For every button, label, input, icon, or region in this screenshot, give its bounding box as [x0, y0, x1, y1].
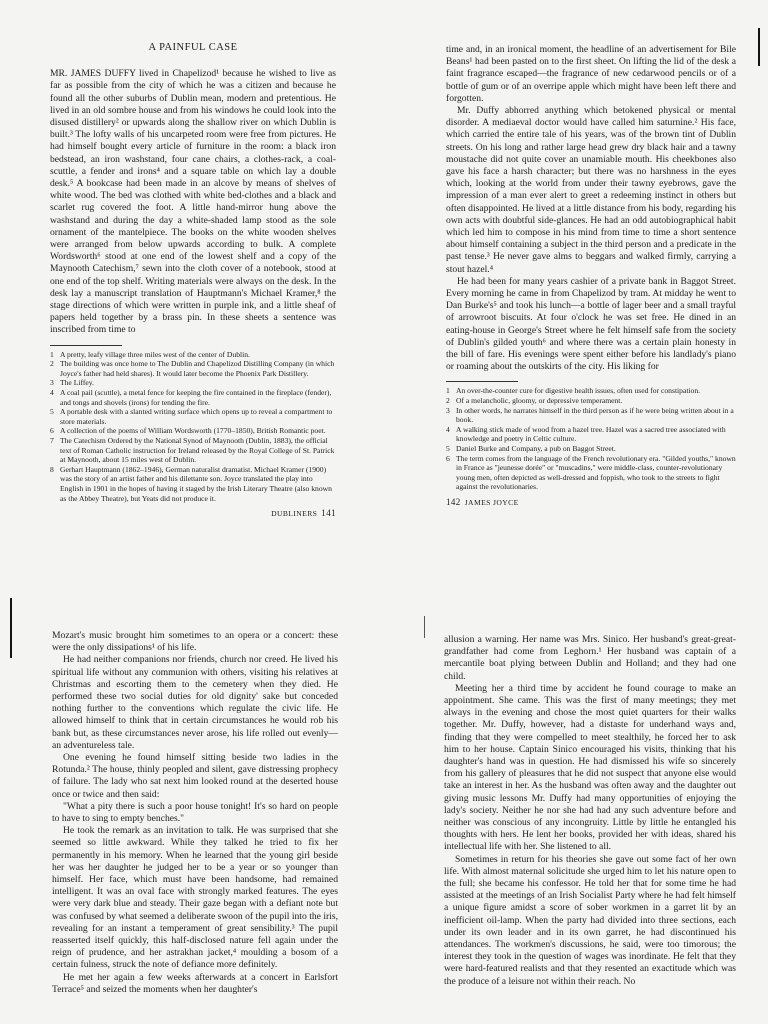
footnote [446, 396, 736, 406]
body-paragraph: Mozart's music brought him sometimes to an opera or a concert: these were the only dissipations¹ of his life. [52, 630, 338, 654]
footnote-number: 1 [50, 349, 54, 359]
footnote-number: 5 [446, 444, 450, 454]
page-number: 141 [321, 508, 336, 519]
footnote [446, 386, 736, 396]
footnote-text: The building was once home to The Dublin and Chapelizod Distilling Company (in which Joyce's father had held shares). It would later become the Phoenix Park Distillery. [60, 359, 335, 378]
footnote-number: 5 [50, 407, 54, 417]
footnote-text: Gerhart Hauptmann (1862–1946), German naturalist dramatist. Michael Kramer (1900) was the story of an artist father and his dilettante son. Joyce translated the play into English in 1901 in the hopes of having it staged by the Irish Literary Theatre (also known as the Abbey Theatre), but Yeats did not produce it. [60, 464, 332, 503]
footnote-text: A pretty, leafy village three miles west of the center of Dublin. [60, 349, 250, 359]
body-paragraph: Sometimes in return for his theories she gave out some fact of her own life. With almost maternal solicitude she urged him to let his nature open to the full; she became his confessor. He told her that for some time he had assisted at the meetings of an Irish Socialist Party where he had felt himself a unique figure amidst a score of sober workmen in a garret lit by an inefficient oil-lamp. When the party had divided into three sections, each under its own leader and in its own garret, he had discontinued his attendances. The workmen's discussions, he said, were too timorous; the interest they took in the question of wages was inordinate. He felt that they were hard-featured realists and that they resented an exactitude which was the produce of a leisure not within their reach. No [444, 853, 736, 987]
footnote-text: Of a melancholic, gloomy, or depressive temperament. [456, 396, 623, 406]
running-footer [50, 507, 336, 520]
footnote [50, 388, 336, 407]
body-paragraph: He had been for many years cashier of a private bank in Baggot Street. Every morning he came in from Chapelizod by tram. At midday he went to Dan Burke's⁵ and took his lunch—a bottle of lager beer and a small trayful of arrowroot biscuits. At four o'clock he was set free. He dined in an eating-house in George's Street where he felt himself safe from the society of Dublin's gilded youth⁶ and where there was a certain plain honesty in the bill of fare. His evenings were spent either before his landlady's piano or roaming about the outskirts of the city. His liking for [446, 275, 736, 373]
footnote [446, 444, 736, 454]
body-paragraph: time and, in an ironical moment, the headline of an advertisement for Bile Beans¹ had been pasted on to the first sheet. On lifting the lid of the desk a faint fragrance escaped—the fragrance of new cedarwood pencils or of a bottle of gum or of an overripe apple which might have been left there and forgotten. [446, 44, 736, 104]
running-footer [446, 496, 736, 509]
footnote-text: The Liffey. [60, 378, 94, 388]
body-paragraph: MR. JAMES DUFFY lived in Chapelizod¹ because he wished to live as far as possible from the city of which he was a citizen and because he found all the other suburbs of Dublin mean, modern and pretentious. He lived in an old sombre house and from his windows he could look into the disused distillery² or upwards along the shallow river on which Dublin is built.³ The lofty walls of his uncarpeted room were free from pictures. He had himself bought every article of furniture in the room: a black iron bedstead, an iron washstand, four cane chairs, a clothes-rack, a coal-scuttle, a fender and irons⁴ and a square table on which lay a double desk.⁵ A bookcase had been made in an alcove by means of shelves of white wood. The bed was clothed with white bed-clothes and a black and scarlet rug covered the foot. A little hand-mirror hung above the washstand and during the day a white-shaded lamp stood as the sole ornament of the mantelpiece. The books on the white wooden shelves were arranged from below upwards according to bulk. A complete Wordsworth⁶ stood at one end of the lowest shelf and a copy of the Maynooth Catechism,⁷ sewn into the cloth cover of a notebook, stood at one end of the top shelf. Writing materials were always on the desk. In the desk lay a manuscript translation of Hauptmann's Michael Kramer,⁸ the stage directions of which were written in purple ink, and a little sheaf of papers held together by a brass pin. In these sheets a sentence was inscribed from time to [50, 68, 336, 336]
footnote-number: 6 [50, 426, 54, 436]
page-141 [50, 42, 336, 519]
body-paragraph: He had neither companions nor friends, church nor creed. He lived his spiritual life without any communion with others, visiting his relatives at Christmas and escorting them to the cemetery when they died. He performed these two social duties for old dignity' sake but conceded nothing further to the conventions which regulate the civic life. He allowed himself to think that in certain circumstances he would rob his bank but, as these circumstances never arose, his life rolled out evenly—an adventureless tale. [52, 654, 338, 751]
footnote-number: 3 [446, 405, 450, 415]
footnote-text: In other words, he narrates himself in the third person as if he were being written about in a book. [456, 405, 734, 425]
footnote-number: 7 [50, 436, 54, 446]
footnote-text: The term comes from the language of the French revolutionary era. "Gilded youths," known in France as "jeunesse dorée" or "muscadins," were middle-class, counter-revolutionary young men, often depicted as well-dressed and foppish, who took to the streets to fight against the revolutionaries. [456, 453, 736, 492]
footnote-number: 4 [50, 388, 54, 398]
footnote-text: An over-the-counter cure for digestive health issues, often used for constipation. [456, 386, 701, 396]
body-paragraph: He met her again a few weeks afterwards at a concert in Earlsfort Terrace⁵ and seized the moments when her daughter's [52, 971, 338, 995]
body-paragraph: Mr. Duffy abhorred anything which betokened physical or mental disorder. A mediaeval doctor would have called him saturnine.² His face, which carried the entire tale of his years, was of the brown tint of Dublin streets. On his long and rather large head grew dry black hair and a tawny moustache did not quite cover an unamiable mouth. His cheekbones also gave his face a harsh character; but there was no harshness in the eyes which, looking at the world from under their tawny eyebrows, gave the impression of a man ever alert to greet a redeeming instinct in others but often disappointed. He lived at a little distance from his body, regarding his own acts with doubtful side-glances. He had an odd autobiographical habit which led him to compose in his mind from time to time a short sentence about himself containing a subject in the third person and a predicate in the past tense.³ He never gave alms to beggars and walked firmly, carrying a stout hazel.⁴ [446, 105, 736, 275]
footnote-number: 1 [446, 386, 450, 396]
footnote-text: A walking stick made of wood from a hazel tree. Hazel was a sacred tree associated with knowledge and poetry in Celtic culture. [456, 424, 726, 444]
footnote [50, 407, 336, 426]
running-head: DUBLINERS [271, 509, 318, 519]
body-paragraph: He took the remark as an invitation to talk. He was surprised that she seemed so little awkward. While they talked he tried to fix her permanently in his memory. When he learned that the young girl beside her was her daughter he judged her to be a year or so younger than himself. Her face, which must have been handsome, had remained intelligent. It was an oval face with strongly marked features. The eyes were very dark blue and steady. Their gaze began with a defiant note but was confused by what seemed a deliberate swoon of the pupil into the iris, revealing for an instant a temperament of great sensibility.³ The pupil reasserted itself quickly, this half-disclosed nature fell again under the reign of prudence, and her astrakhan jacket,⁴ moulding a bosom of a certain fulness, struck the note of defiance more definitely. [52, 825, 338, 971]
footnote [50, 436, 336, 465]
story-title: A PAINFUL CASE [148, 42, 238, 53]
footnote-text: A coal pail (scuttle), a metal fence for keeping the fire contained in the fireplace (fender), and tongs and shovels (irons) for tending the fire. [60, 388, 332, 407]
footnote-number: 2 [50, 359, 54, 369]
footnote-text: The Catechism Ordered by the National Synod of Maynooth (Dublin, 1883), the official text of Roman Catholic instruction for Ireland released by the Royal College of St. Patrick at Maynooth, about 15 miles west of Dublin. [60, 436, 335, 465]
footnote [446, 406, 736, 425]
running-head: JAMES JOYCE [464, 498, 519, 508]
footnote [446, 454, 736, 492]
body-paragraph: "What a pity there is such a poor house tonight! It's so hard on people to have to sing to empty benches." [52, 800, 338, 825]
footnote-number: 4 [446, 424, 450, 434]
page-144 [444, 634, 736, 1024]
footnote [446, 425, 736, 444]
body-paragraph: Meeting her a third time by accident he found courage to make an appointment. She came. This was the first of many meetings; they met always in the evening and chose the most quiet quarters for their walks together. Mr. Duffy, however, had a distaste for underhand ways and, finding that they were compelled to meet stealthily, he forced her to ask him to her house. Captain Sinico encouraged his visits, thinking that his daughter's hand was in question. He had dismissed his wife so sincerely from his gallery of pleasures that he did not suspect that anyone else would take an interest in her. As the husband was often away and the daughter out giving music lessons Mr. Duffy had many opportunities of enjoying the lady's society. Neither he nor she had had any such adventure before and neither was conscious of any incongruity. Little by little he entangled his thoughts with hers. He lent her books, provided her with ideas, shared his intellectual life with her. She listened to all. [444, 682, 736, 853]
footnote-number: 2 [446, 396, 450, 406]
page-142 [446, 44, 736, 514]
body-paragraph: One evening he found himself sitting beside two ladies in the Rotunda.² The house, thinly peopled and silent, gave distressing prophecy of failure. The lady who sat next him looked round at the deserted house once or twice and then said: [52, 752, 338, 800]
footnote-number: 3 [50, 378, 54, 388]
footnote-text: Daniel Burke and Company, a pub on Baggot Street. [456, 444, 616, 454]
footnote [50, 426, 336, 436]
body-paragraph: allusion a warning. Her name was Mrs. Sinico. Her husband's great-great-grandfather had come from Leghorn.¹ Her husband was captain of a mercantile boat plying between Dublin and Holland; and they had one child. [444, 634, 736, 682]
page-number: 142 [446, 497, 461, 508]
page-143 [52, 630, 338, 1024]
footnote-rule [50, 345, 122, 346]
footnote [50, 359, 336, 378]
footnote-number: 6 [446, 453, 450, 463]
footnote [50, 378, 336, 388]
footnote [50, 465, 336, 503]
footnote-text: A collection of the poems of William Wordsworth (1770–1850), British Romantic poet. [60, 426, 326, 436]
page-edge-shadow [424, 616, 425, 638]
page-edge-shadow [758, 28, 760, 66]
footnote-number: 8 [50, 464, 54, 474]
page-edge-shadow [10, 598, 12, 658]
footnote-text: A portable desk with a slanted writing surface which opens up to reveal a compartment to store materials. [60, 407, 333, 426]
footnote-rule [446, 381, 518, 382]
footnote [50, 350, 336, 360]
